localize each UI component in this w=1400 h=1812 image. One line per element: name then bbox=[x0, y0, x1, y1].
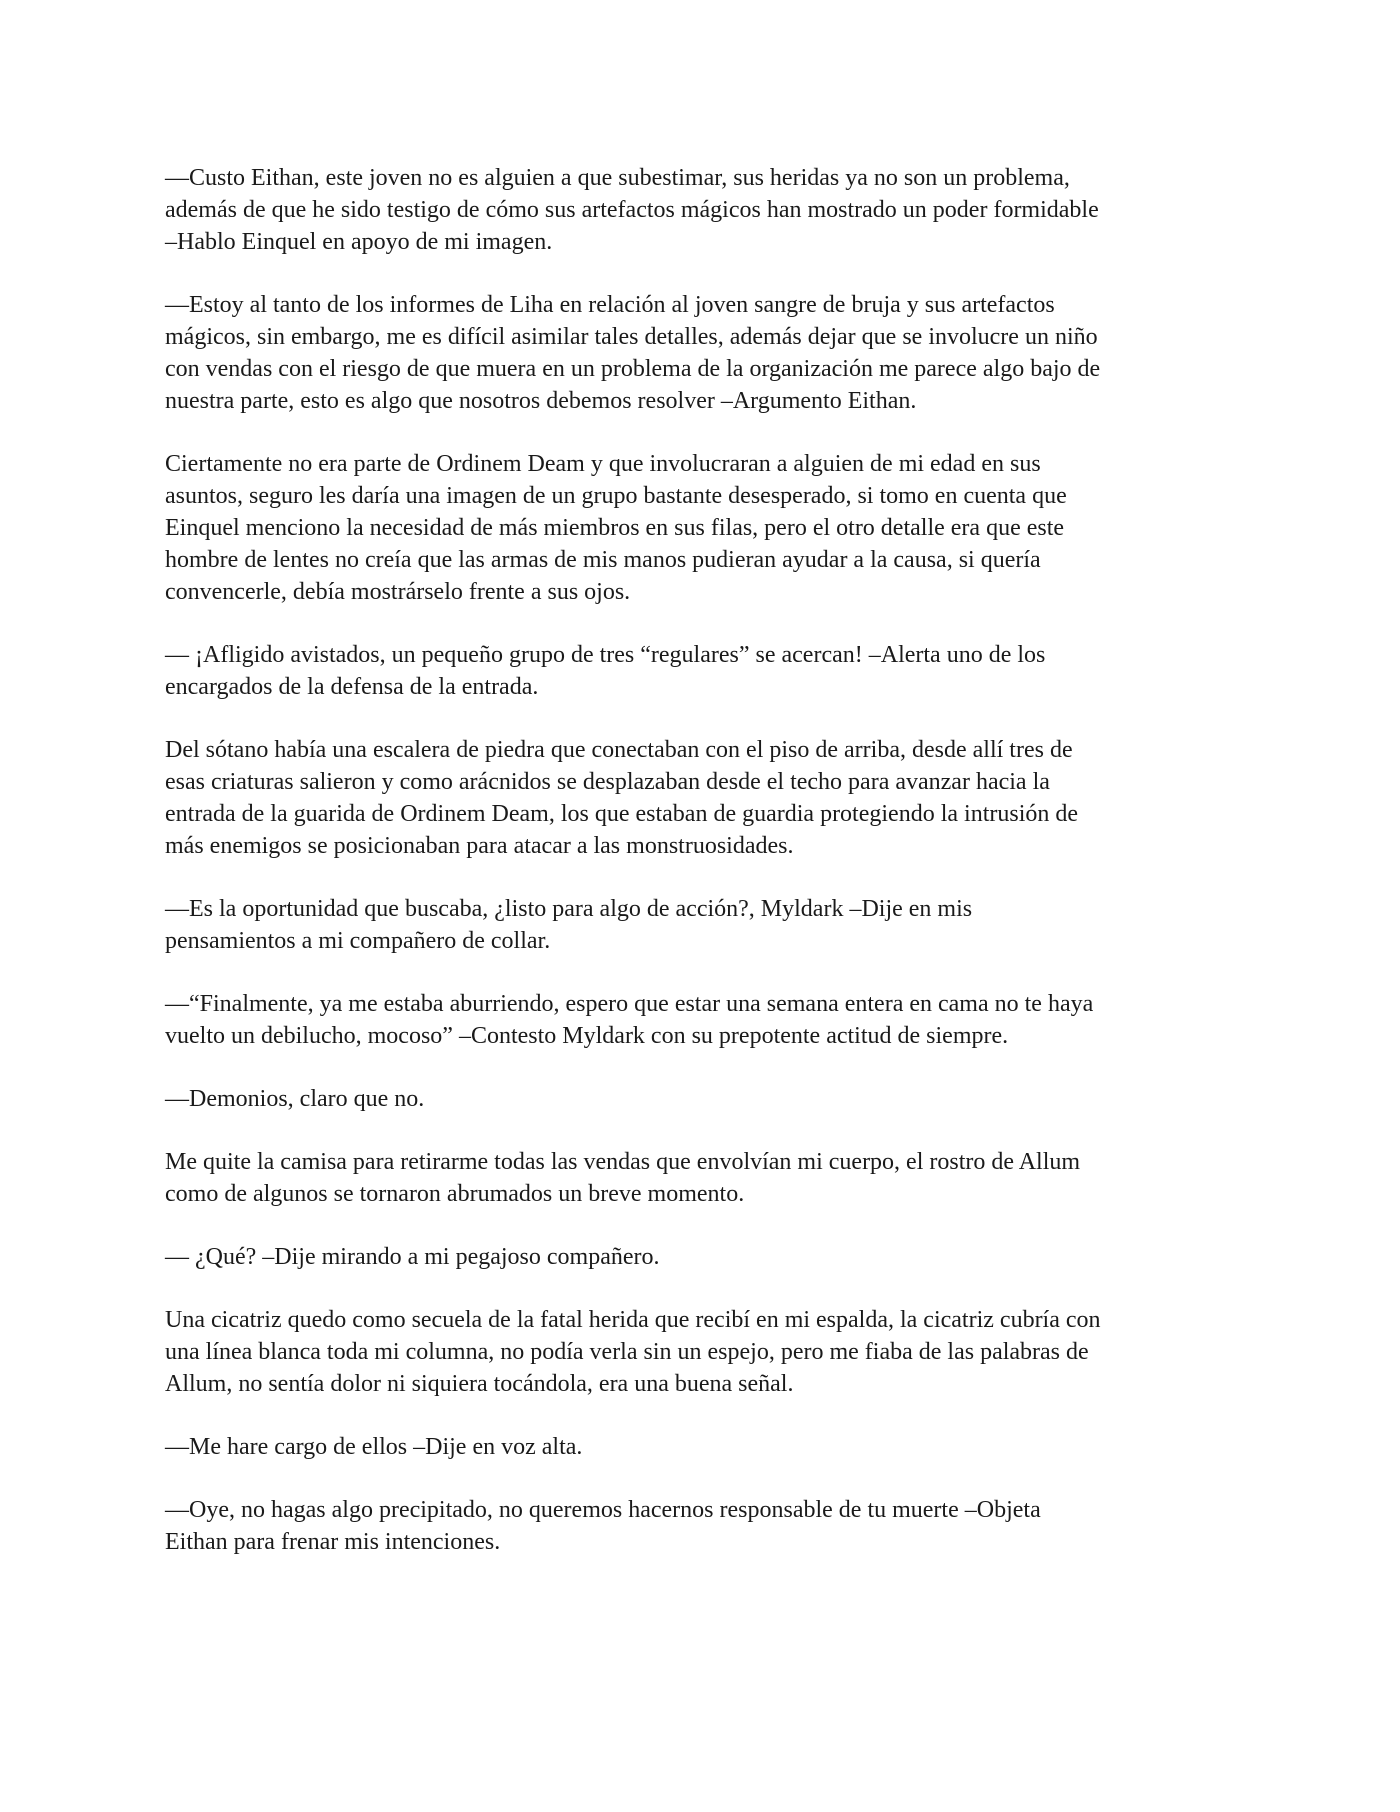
paragraph: Me quite la camisa para retirarme todas las vendas que envolvían mi cuerpo, el rostro de Allum como de algunos se tornaron abrumados un breve momento. bbox=[165, 1149, 1081, 1207]
paragraph: —Demonios, claro que no. bbox=[165, 1086, 425, 1112]
paragraph: — ¡Afligido avistados, un pequeño grupo de tres “regulares” se acercan! –Alerta uno de los encargados de la defensa de la entrada. bbox=[165, 642, 1046, 700]
paragraph: —Es la oportunidad que buscaba, ¿listo para algo de acción?, Myldark –Dije en mis pensamientos a mi compañero de collar. bbox=[165, 896, 973, 954]
paragraph: —“Finalmente, ya me estaba aburriendo, espero que estar una semana entera en cama no te haya vuelto un debilucho, mocoso” –Contesto Myldark con su prepotente actitud de siempre. bbox=[165, 991, 1094, 1049]
paragraph: Una cicatriz quedo como secuela de la fatal herida que recibí en mi espalda, la cicatriz cubría con una línea blanca toda mi columna, no podía verla sin un espejo, pero me fiaba de las palabras de Allum, no sentía dolor ni siquiera tocándola, era una buena señal. bbox=[165, 1307, 1101, 1397]
paragraph: —Oye, no hagas algo precipitado, no queremos hacernos responsable de tu muerte –Objeta Eithan para frenar mis intenciones. bbox=[165, 1497, 1041, 1555]
paragraph: —Custo Eithan, este joven no es alguien a que subestimar, sus heridas ya no son un problema, además de que he sido testigo de cómo sus artefactos mágicos han mostrado un poder formidable –Hablo Einquel en apoyo de mi imagen. bbox=[165, 165, 1099, 255]
paragraph: —Me hare cargo de ellos –Dije en voz alta. bbox=[165, 1434, 583, 1460]
paragraph: —Estoy al tanto de los informes de Liha en relación al joven sangre de bruja y sus artefactos mágicos, sin embargo, me es difícil asimilar tales detalles, además dejar que se involucre un niño con vendas con el riesgo de que muera en un problema de la organización me parece algo bajo de nuestra parte, esto es algo que nosotros debemos resolver –Argumento Eithan. bbox=[165, 292, 1101, 414]
document-page bbox=[165, 162, 1245, 1589]
paragraph: Del sótano había una escalera de piedra que conectaban con el piso de arriba, desde allí tres de esas criaturas salieron y como arácnidos se desplazaban desde el techo para avanzar hacia la entrada de la guarida de Ordinem Deam, los que estaban de guardia protegiendo la intrusión de más enemigos se posicionaban para atacar a las monstruosidades. bbox=[165, 737, 1079, 859]
paragraph: — ¿Qué? –Dije mirando a mi pegajoso compañero. bbox=[165, 1244, 660, 1270]
paragraph: Ciertamente no era parte de Ordinem Deam y que involucraran a alguien de mi edad en sus asuntos, seguro les daría una imagen de un grupo bastante desesperado, si tomo en cuenta que Einquel menciono la necesidad de más miembros en sus filas, pero el otro detalle era que este hombre de lentes no creía que las armas de mis manos pudieran ayudar a la causa, si quería convencerle, debía mostrárselo frente a sus ojos. bbox=[165, 451, 1067, 605]
